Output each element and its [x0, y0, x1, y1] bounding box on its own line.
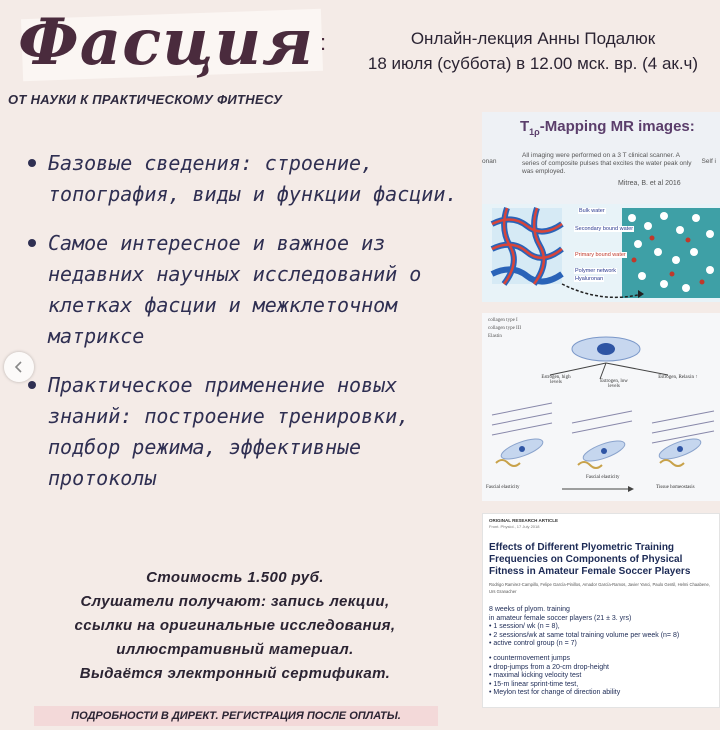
- diagram-label: Hyaluronan: [575, 276, 604, 282]
- fibroblast-illustration: [482, 313, 720, 501]
- summary-line: • 1 session/ wk (n = 8),: [489, 623, 560, 631]
- topic-item: Самое интересное и важное из недавних научных исследований о клетках фасции и межклеточном матриксе: [22, 228, 462, 352]
- slide-body: All imaging were performed on a 3 T clinical scanner. A series of composite pulses that excites the water peak only was employed.: [522, 152, 692, 175]
- benefit-line: ссылки на оригинальные исследования,: [74, 617, 396, 634]
- legend-item: Elastin: [488, 334, 502, 339]
- pricing-block: [30, 566, 440, 686]
- summary-line: • countermovement jumps: [489, 654, 571, 662]
- figure-label: Fascial elasticity: [586, 475, 620, 480]
- figure-label: Fascial elasticity: [486, 485, 520, 490]
- carousel-prev-button[interactable]: [4, 352, 34, 382]
- summary-line: • Meylon test for change of direction ability: [489, 689, 621, 697]
- diagram-label: Secondary bound water: [575, 226, 634, 232]
- certificate-line: Выдаётся электронный сертификат.: [79, 665, 391, 682]
- topic-item: Базовые сведения: строение, топография, виды и функции фасции.: [22, 148, 462, 210]
- footer-cta: ПОДРОБНОСТИ В ДИРЕКТ. РЕГИСТРАЦИЯ ПОСЛЕ ОПЛАТЫ.: [34, 706, 438, 726]
- slide-cut-text: onan: [482, 158, 497, 165]
- summary-line: • drop-jumps from a 20-cm drop-height: [489, 663, 609, 671]
- summary-line: • 15-m linear sprint-time test,: [489, 680, 579, 688]
- article-tag: ORIGINAL RESEARCH ARTICLE: [489, 518, 559, 523]
- price: Стоимость 1.500 руб.: [146, 569, 324, 586]
- diagram-label: Primary bound water: [575, 252, 626, 258]
- article-reference: Front. Physiol., 17 July 2018: [489, 524, 540, 529]
- figure-label: Tissue homeostasis: [656, 485, 695, 490]
- legend-item: collagen type I: [488, 318, 518, 323]
- slide-plyometric-article: [482, 513, 720, 708]
- diagram-label: Polymer network: [575, 268, 616, 274]
- lecture-date: 18 июля (суббота) в 12.00 мск. вр. (4 ак.ч): [367, 54, 699, 73]
- benefit-line: Слушатели получают: запись лекции,: [80, 593, 390, 610]
- article-summary: [489, 606, 717, 698]
- article-title: Effects of Different Plyometric Training Frequencies on Components of Physical Fitness in Amateur Female Soccer Players: [489, 542, 691, 577]
- figure-label: Estrogen, high levels: [541, 375, 571, 385]
- page-subtitle: ОТ НАУКИ К ПРАКТИЧЕСКОМУ ФИТНЕСУ: [8, 92, 283, 107]
- chevron-left-icon: [13, 358, 25, 377]
- diagram-label: Bulk water: [579, 208, 605, 214]
- slide-mr-images: [482, 112, 720, 302]
- slide-citation: Mitrea, B. et al 2016: [618, 180, 681, 187]
- slide-cut-text: Self i: [701, 158, 716, 165]
- summary-line: • active control group (n = 7): [489, 640, 577, 648]
- figure-label: Estrogen, low levels: [600, 379, 628, 389]
- summary-line: 8 weeks of plyom. training: [489, 606, 570, 613]
- benefit-line: иллюстративный материал.: [116, 641, 354, 658]
- summary-line: • 2 sessions/wk at same total training volume per week (n= 8): [489, 631, 680, 639]
- summary-line: in amateur female soccer players (21 ± 3. yrs): [489, 614, 632, 622]
- slide-fascial-elasticity: [482, 313, 720, 501]
- page-title: Фасция: [18, 5, 315, 80]
- legend-item: collagen type III: [488, 326, 522, 331]
- topic-item: Практическое применение новых знаний: построение тренировки, подбор режима, эффективные протоколы: [22, 370, 462, 494]
- article-authors: Rodrigo Ramirez-Campillo, Felipe García-Pinillos, Amador García-Ramos, Javier Yanci, Paulo Gentil, Helmi Chaabene, Urs Granacher: [489, 582, 710, 594]
- lecture-author: Онлайн-лекция Анны Подалюк: [410, 29, 656, 48]
- figure-label: Estrogen, Relaxin ↑: [658, 375, 698, 380]
- lecture-info: [348, 26, 718, 76]
- title-colon: :: [320, 30, 327, 55]
- slide-title: $T_{1\rho}$-Mapping MR images:: [520, 118, 695, 137]
- topic-list: [22, 148, 462, 512]
- summary-line: • maximal kicking velocity test: [489, 672, 582, 680]
